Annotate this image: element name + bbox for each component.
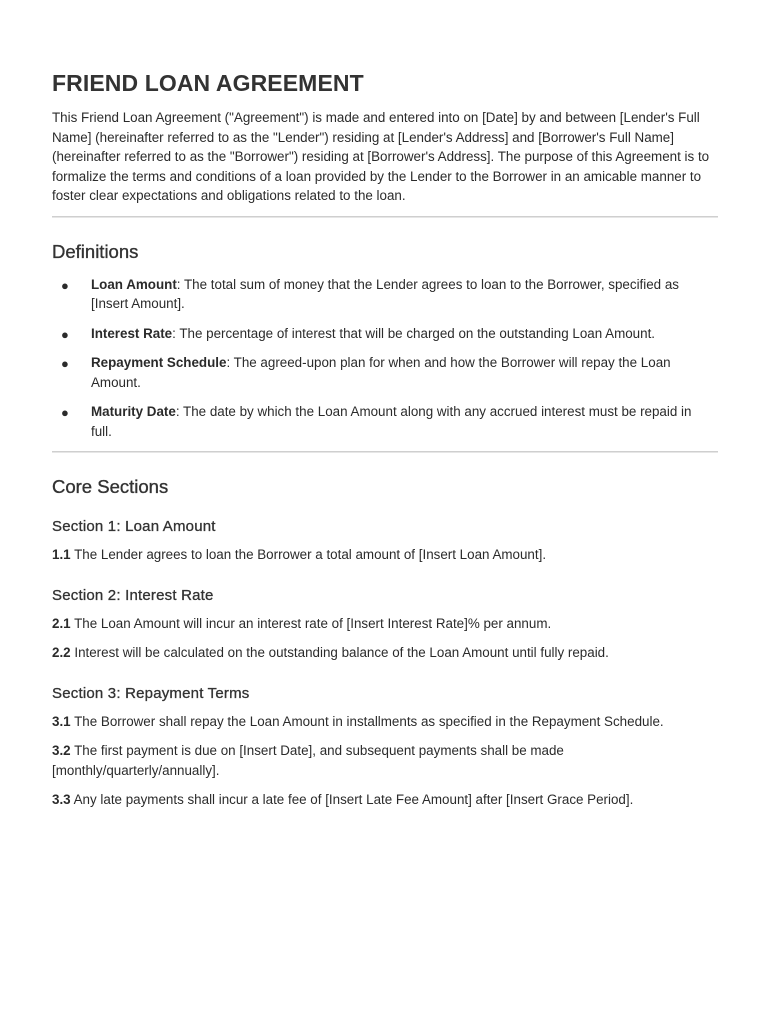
definition-term: Loan Amount (91, 276, 177, 292)
section-2-title: Section 2: Interest Rate (52, 586, 214, 604)
clause-3-3 (52, 790, 712, 810)
clause-text: The Lender agrees to loan the Borrower a total amount of [Insert Loan Amount]. (70, 547, 547, 562)
bullet-icon: ● (61, 326, 69, 342)
clause-1-1 (52, 545, 712, 565)
definition-term: Repayment Schedule (91, 355, 227, 370)
definition-term: Maturity Date (91, 404, 176, 419)
clause-number: 3.2 (52, 743, 71, 758)
list-item (52, 275, 701, 314)
definition-text: : The date by which the Loan Amount along with any accrued interest must be repaid in full. (91, 404, 692, 439)
list-item (52, 324, 701, 344)
list-item (52, 402, 701, 441)
clause-number: 3.3 (52, 792, 71, 807)
definition-text: : The percentage of interest that will be charged on the outstanding Loan Amount. (172, 325, 656, 341)
definition-term: Interest Rate (91, 325, 173, 341)
clause-number: 3.1 (52, 713, 71, 729)
clause-text: The Borrower shall repay the Loan Amount in installments as specified in the Repayment Schedule. (70, 713, 664, 729)
clause-text: The first payment is due on [Insert Date], and subsequent payments shall be made [monthly/quarterly/annually]. (52, 743, 564, 778)
clause-text: Any late payments shall incur a late fee of [Insert Late Fee Amount] after [Insert Grace Period]. (70, 792, 634, 807)
clause-number: 1.1 (52, 547, 71, 562)
bullet-icon: ● (61, 277, 69, 293)
section-1-title: Section 1: Loan Amount (52, 518, 216, 535)
definition-text: : The total sum of money that the Lender agrees to loan to the Borrower, specified as [Insert Amount]. (91, 276, 679, 311)
document-title: FRIEND LOAN AGREEMENT (52, 70, 364, 96)
definitions-heading: Definitions (52, 240, 139, 262)
divider (52, 216, 718, 217)
core-sections-heading: Core Sections (52, 476, 169, 497)
clause-2-2 (52, 643, 712, 663)
definitions-list (52, 275, 718, 442)
clause-3-2 (52, 741, 712, 780)
definition-text: : The agreed-upon plan for when and how the Borrower will repay the Loan Amount. (91, 355, 671, 390)
clause-text: The Loan Amount will incur an interest rate of [Insert Interest Rate]% per annum. (70, 615, 552, 631)
section-3-title: Section 3: Repayment Terms (52, 684, 250, 702)
intro-paragraph: This Friend Loan Agreement ("Agreement") is made and entered into on [Date] by and between [Lender's Full Name] (hereinafter referred to as the "Lender") residing at [Lender's Address] and [Borrower's Full Name] (hereinafter referred to as the "Borrower") residing at [Borrower's Address]. The purpose of this Agreement is to formalize the terms and conditions of a loan provided by the Lender to the Borrower in an amicable manner to foster clear expectations and obligations related to the loan. (52, 110, 710, 203)
bullet-icon: ● (61, 405, 69, 420)
bullet-icon: ● (61, 356, 69, 371)
divider (52, 451, 718, 452)
clause-text: Interest will be calculated on the outstanding balance of the Loan Amount until fully repaid. (70, 645, 609, 660)
list-item (52, 353, 701, 392)
clause-2-1 (52, 614, 712, 634)
clause-3-1 (52, 712, 712, 732)
clause-number: 2.2 (52, 645, 71, 660)
clause-number: 2.1 (52, 615, 71, 631)
